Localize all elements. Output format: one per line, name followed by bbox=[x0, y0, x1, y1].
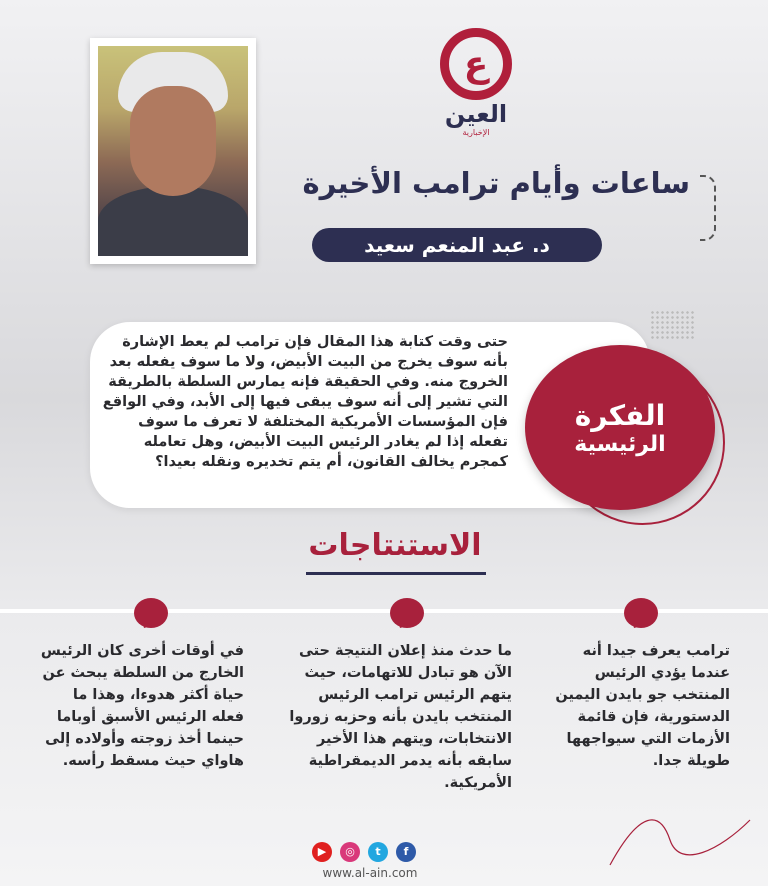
al-ain-logo bbox=[436, 28, 516, 137]
facebook-icon[interactable]: f bbox=[396, 842, 416, 862]
speech-bubble-icon bbox=[390, 598, 424, 628]
author-photo bbox=[90, 38, 256, 264]
conclusion-item-1: ترامب يعرف جيدا أنه عندما يؤدي الرئيس المنتخب جو بايدن اليمين الدستورية، فإن قائمة الأزمات التي سيواجهها طويلة جدا. bbox=[555, 643, 730, 769]
logo-mark-icon: ع bbox=[440, 28, 512, 100]
logo-sub: الإخبارية bbox=[462, 128, 490, 137]
website-url[interactable]: www.al-ain.com bbox=[322, 866, 418, 880]
instagram-icon[interactable]: ◎ bbox=[340, 842, 360, 862]
main-idea-label bbox=[525, 345, 715, 510]
twitter-icon[interactable]: t bbox=[368, 842, 388, 862]
dashed-decoration bbox=[700, 175, 716, 241]
conclusion-item-2: ما حدث منذ إعلان النتيجة حتى الآن هو تبادل للاتهامات، حيث يتهم الرئيس ترامب الرئيس المنتخب بايدن بأنه وحزبه زوروا الانتخابات، ويتهم هذا الأخير سابقه بأنه يدمر الديمقراطية الأمريكية. bbox=[289, 643, 512, 791]
conclusion-item-3: في أوقات أخرى كان الرئيس الخارج من السلطة يبحث عن حياة أكثر هدوءا، وهذا ما فعله الرئيس الأسبق أوباما حينما أخذ زوجته وأولاده إلى هاواي حيث مسقط رأسه. bbox=[40, 643, 244, 769]
social-links bbox=[312, 842, 416, 862]
youtube-icon[interactable]: ▶ bbox=[312, 842, 332, 862]
main-idea-label-line1: الفكرة bbox=[574, 398, 666, 432]
logo-name: العين bbox=[444, 100, 508, 128]
speech-bubble-icon bbox=[624, 598, 658, 628]
speech-bubble-icon bbox=[134, 598, 168, 628]
author-badge: د. عبد المنعم سعيد bbox=[312, 228, 602, 262]
heading-underline bbox=[306, 572, 486, 575]
article-title: ساعات وأيام ترامب الأخيرة bbox=[302, 166, 690, 200]
main-idea-label-line2: الرئيسية bbox=[574, 431, 666, 457]
main-idea-text: حتى وقت كتابة هذا المقال فإن ترامب لم يعط الإشارة بأنه سوف يخرج من البيت الأبيض، ولا ما سوف يفعله بعد الخروج منه. وفي الحقيقة فإنه يمارس السلطة بالطريقة التي تشير إلى أنه سوف يبقى فيها إلى الأبد، وفي الواقع فإن المؤسسات الأمريكية المختلفة لا تعرف ما سوف تفعله إذا لم يغادر الرئيس البيت الأبيض، وهل تعامله كمجرم يخالف القانون، أم يتم تخديره ونقله بعيدا؟ bbox=[102, 334, 508, 470]
conclusions-heading: الاستنتاجات bbox=[308, 528, 482, 563]
dot-pattern bbox=[650, 310, 694, 340]
squiggle-decoration bbox=[600, 800, 760, 870]
